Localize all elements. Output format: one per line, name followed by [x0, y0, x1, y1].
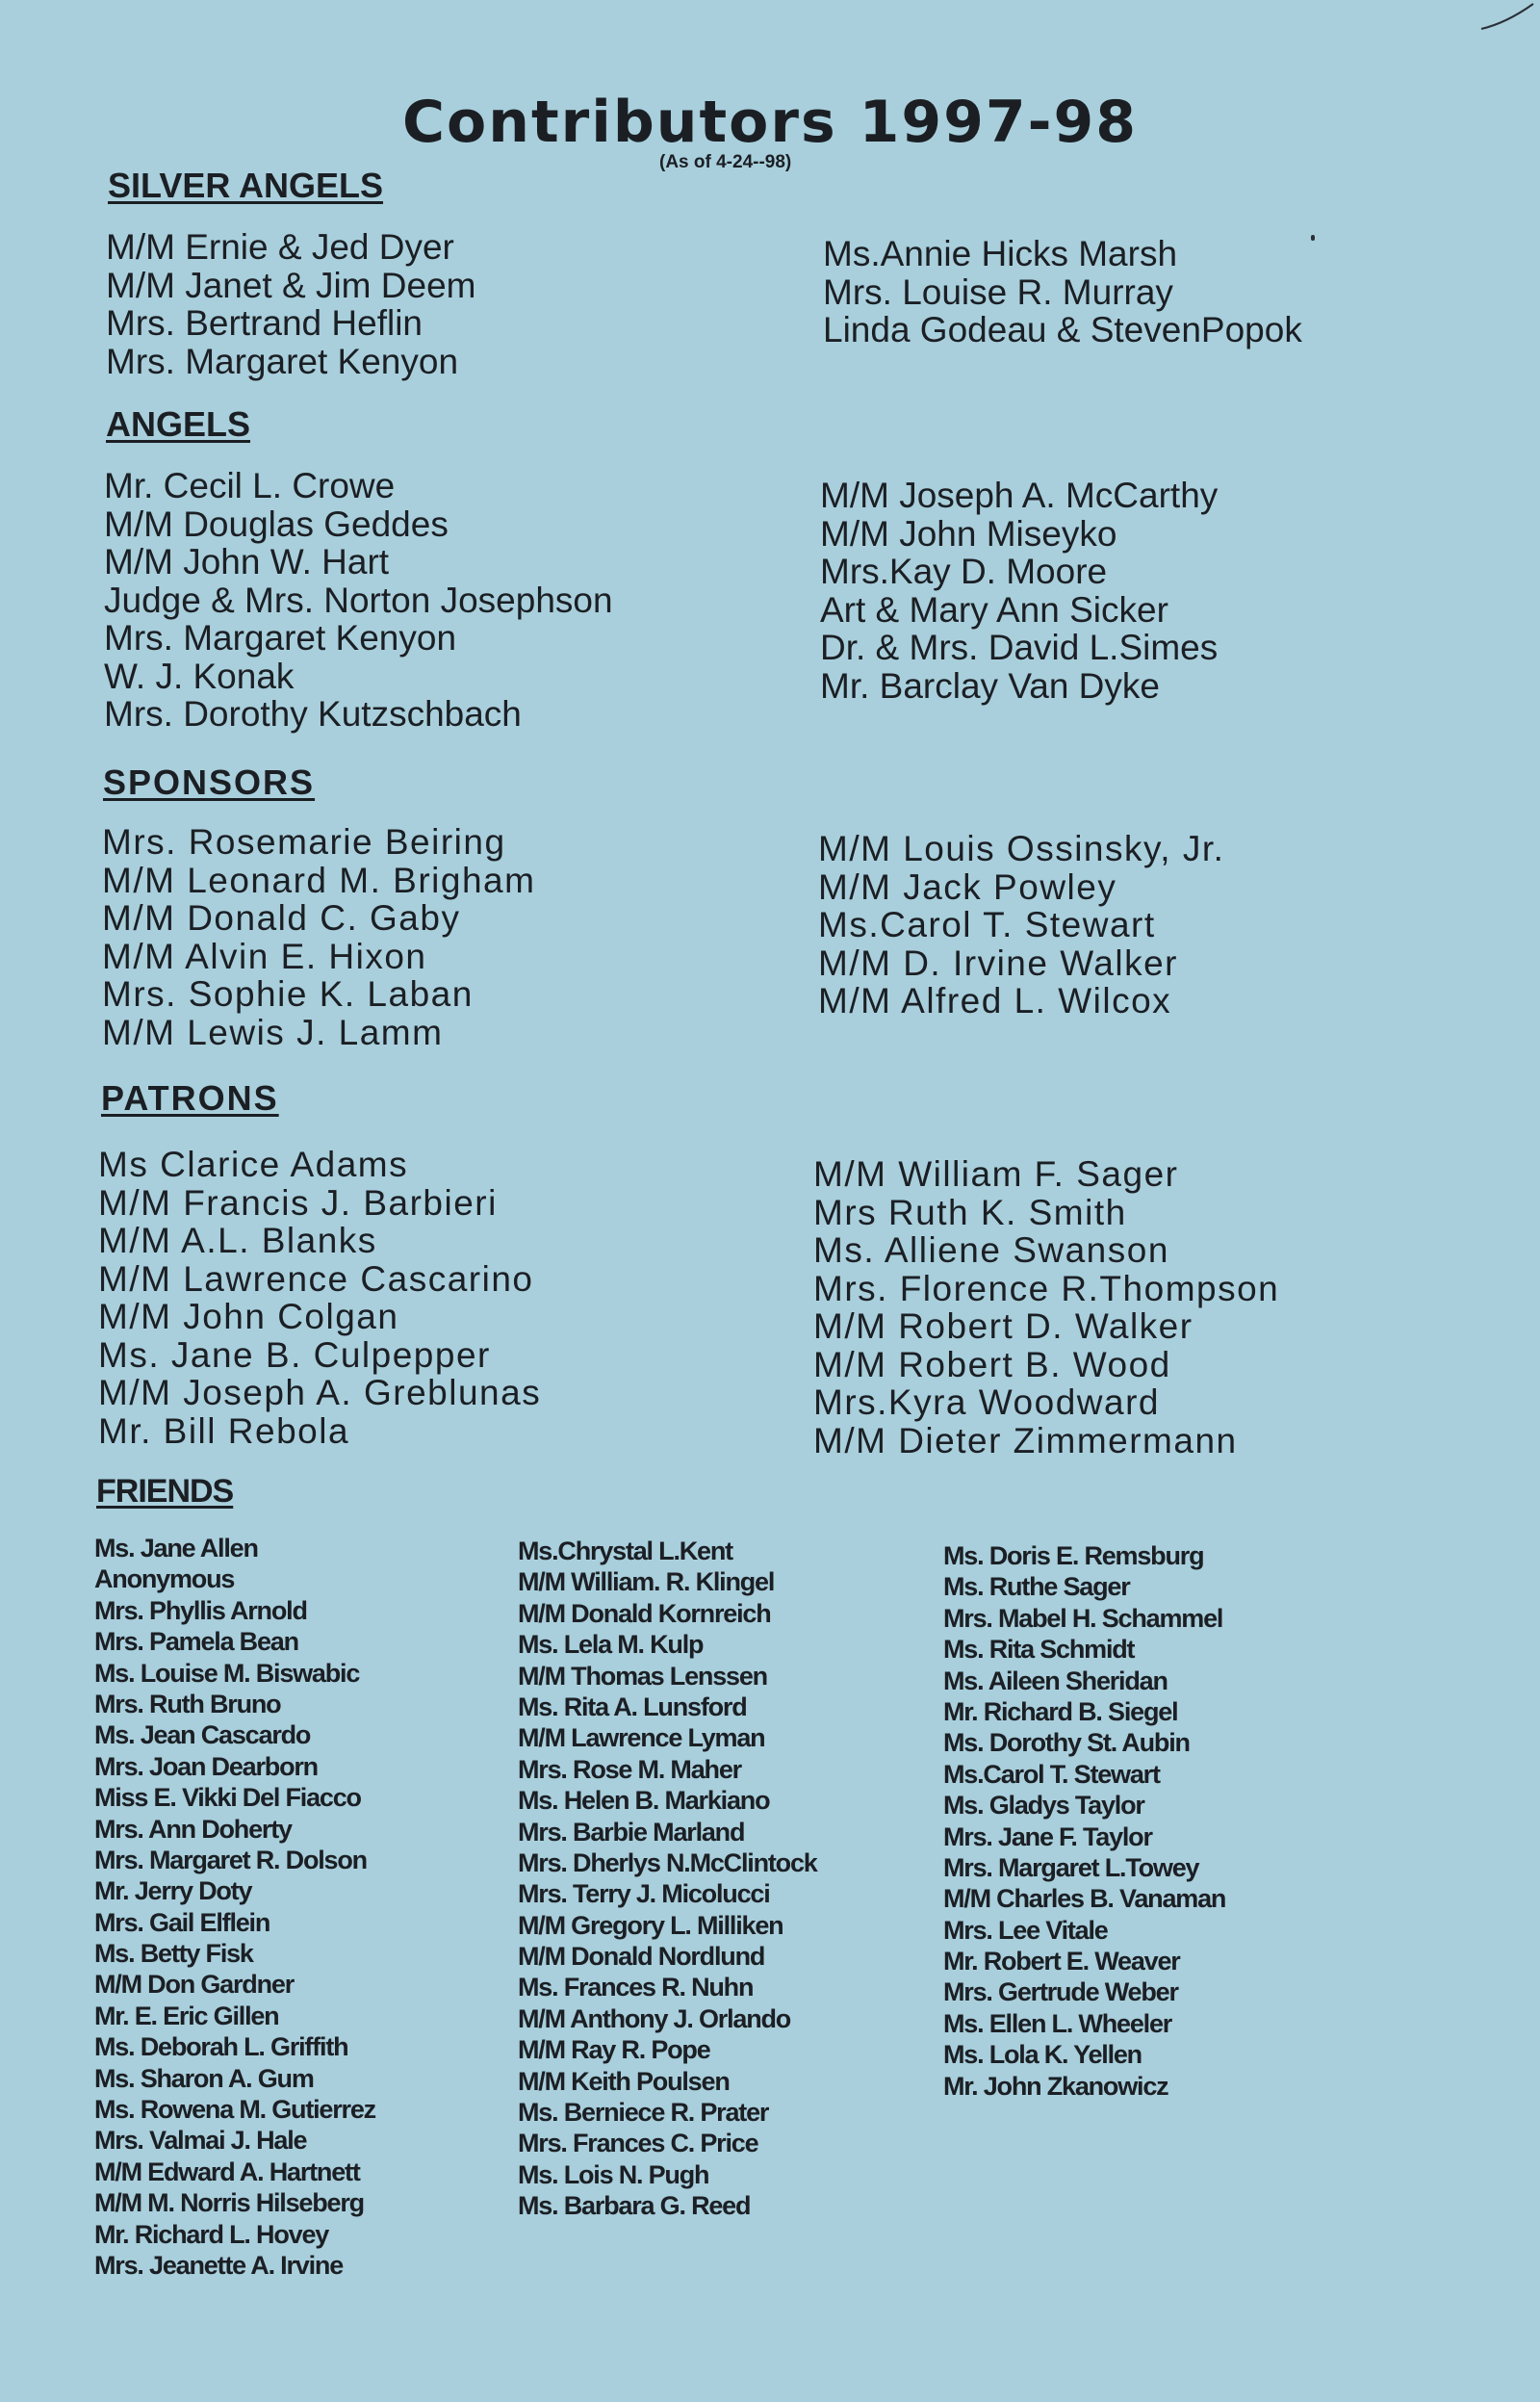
contributor-name: M/M Jack Powley — [818, 866, 1117, 907]
contributor-name: M/M Douglas Geddes — [104, 504, 449, 544]
sponsors-left-list — [102, 823, 535, 1051]
contributor-name: M/M D. Irvine Walker — [818, 943, 1178, 983]
contributor-name: Mrs. Florence R.Thompson — [813, 1268, 1280, 1308]
friends-column-2 — [518, 1536, 817, 2222]
contributor-name: Mr. Richard B. Siegel — [943, 1696, 1178, 1726]
contributor-name: M/M William F. Sager — [813, 1154, 1179, 1194]
contributor-name: Mr. E. Eric Gillen — [94, 2001, 279, 2030]
contributor-name: Mrs. Dherlys N.McClintock — [518, 1847, 817, 1877]
speck-mark — [1311, 235, 1315, 241]
contributor-name: Mrs. Dorothy Kutzschbach — [104, 694, 522, 734]
contributor-name: Ms. Frances R. Nuhn — [518, 1973, 754, 2002]
contributor-name: M/M Lawrence Lyman — [518, 1723, 765, 1753]
contributor-name: Ms. Betty Fisk — [94, 1939, 253, 1969]
contributor-name: Ms. Jane Allen — [94, 1534, 258, 1563]
contributor-name: Mrs. Lee Vitale — [943, 1915, 1108, 1945]
contributor-name: Mrs. Jane F. Taylor — [943, 1821, 1152, 1851]
contributor-name: M/M Lawrence Cascarino — [98, 1258, 534, 1299]
page-subtitle: (As of 4-24--98) — [659, 152, 792, 172]
contributor-name: Ms Clarice Adams — [98, 1145, 409, 1184]
contributor-name: Mr. Richard L. Hovey — [94, 2219, 329, 2249]
contributor-name: M/M William. R. Klingel — [518, 1567, 775, 1597]
contributor-name: Mrs. Margaret Kenyon — [106, 341, 459, 381]
silver-angels-left-list — [106, 228, 475, 380]
contributor-name: Mr. Barclay Van Dyke — [820, 665, 1160, 706]
contributor-name: M/M Joseph A. Greblunas — [98, 1373, 542, 1412]
contributor-name: M/M M. Norris Hilseberg — [94, 2188, 364, 2218]
contributor-name: Ms.Carol T. Stewart — [818, 905, 1156, 944]
contributor-name: Ms. Rita A. Lunsford — [518, 1692, 747, 1721]
contributor-name: M/M Robert D. Walker — [813, 1306, 1194, 1346]
contributor-name: Mrs. Louise R. Murray — [823, 271, 1173, 312]
contributor-name: Ms. Louise M. Biswabic — [94, 1658, 360, 1688]
contributor-name: Miss E. Vikki Del Fiacco — [94, 1783, 361, 1813]
contributor-name: Mr. Bill Rebola — [98, 1410, 350, 1451]
contributor-name: M/M Keith Poulsen — [518, 2066, 730, 2096]
contributor-name: Mrs. Rosemarie Beiring — [102, 822, 506, 862]
contributor-name: Mrs. Jeanette A. Irvine — [94, 2250, 344, 2280]
contributor-name: Linda Godeau & StevenPopok — [823, 310, 1302, 349]
contributor-name: M/M Don Gardner — [94, 1970, 295, 2000]
contributor-name: Ms. Barbara G. Reed — [518, 2191, 751, 2221]
contributor-name: Mrs.Kyra Woodward — [813, 1382, 1160, 1422]
contributor-name: Mrs. Terry J. Micolucci — [518, 1879, 770, 1909]
contributor-name: M/M A.L. Blanks — [98, 1221, 377, 1260]
contributor-name: M/M Donald C. Gaby — [102, 898, 461, 938]
contributor-name: Mrs. Mabel H. Schammel — [943, 1603, 1223, 1633]
contributor-name: M/M Ernie & Jed Dyer — [106, 227, 454, 267]
contributor-name: Mrs. Frances C. Price — [518, 2129, 758, 2158]
contributor-name: Ms. Lola K. Yellen — [943, 2040, 1142, 2070]
contributor-name: M/M Joseph A. McCarthy — [820, 476, 1219, 515]
contributor-name: Ms.Annie Hicks Marsh — [823, 234, 1178, 273]
section-heading-patrons: PATRONS — [101, 1078, 279, 1118]
contributor-name: Ms. Lois N. Pugh — [518, 2159, 709, 2189]
contributor-name: Mrs. Margaret Kenyon — [104, 618, 457, 658]
sponsors-right-list — [818, 830, 1224, 1020]
contributor-name: Ms.Chrystal L.Kent — [518, 1537, 732, 1565]
contributor-name: Mrs. Pamela Bean — [94, 1627, 298, 1657]
contributor-name: Ms. Berniece R. Prater — [518, 2098, 769, 2128]
contributor-name: M/M Dieter Zimmermann — [813, 1420, 1238, 1460]
contributor-name: Mrs. Rose M. Maher — [518, 1754, 741, 1784]
page-title: Contributors 1997-98 — [402, 89, 1138, 156]
contributor-name: Mrs. Barbie Marland — [518, 1817, 745, 1847]
contributor-name: M/M Lewis J. Lamm — [102, 1012, 444, 1052]
contributor-name: M/M Gregory L. Milliken — [518, 1910, 783, 1940]
contributor-name: Ms. Sharon A. Gum — [94, 2063, 314, 2093]
contributor-name: Mrs. Gertrude Weber — [943, 1977, 1178, 2007]
contributor-name: Ms. Dorothy St. Aubin — [943, 1728, 1190, 1758]
contributor-name: Mr. Jerry Doty — [94, 1876, 252, 1906]
contributor-name: Mrs. Phyllis Arnold — [94, 1595, 307, 1625]
contributor-name: Mrs.Kay D. Moore — [820, 552, 1108, 591]
contributor-name: Mr. John Zkanowicz — [943, 2071, 1168, 2101]
contributor-name: Mrs. Ruth Bruno — [94, 1689, 281, 1718]
contributor-name: M/M John W. Hart — [104, 542, 390, 581]
contributor-name: M/M Charles B. Vanaman — [943, 1884, 1226, 1914]
contributor-name: Ms. Jean Cascardo — [94, 1720, 311, 1750]
contributor-name: M/M John Miseyko — [820, 513, 1117, 554]
contributor-name: Ms. Rita Schmidt — [943, 1635, 1135, 1665]
contributor-name: Ms.Carol T. Stewart — [943, 1759, 1160, 1789]
contributor-name: M/M Alfred L. Wilcox — [818, 981, 1172, 1020]
section-heading-angels: ANGELS — [106, 404, 251, 444]
contributor-name: Ms. Jane B. Culpepper — [98, 1334, 491, 1375]
contributor-name: W. J. Konak — [104, 656, 295, 696]
contributor-name: Ms. Ellen L. Wheeler — [943, 2008, 1172, 2038]
contributor-name: M/M John Colgan — [98, 1297, 399, 1336]
section-heading-sponsors: SPONSORS — [103, 762, 316, 802]
contributor-name: Mrs. Sophie K. Laban — [102, 974, 474, 1014]
contributor-name: M/M Donald Nordlund — [518, 1942, 765, 1972]
contributor-name: M/M Anthony J. Orlando — [518, 2003, 791, 2033]
contributor-name: Art & Mary Ann Sicker — [820, 589, 1168, 630]
contributor-name: Mrs. Margaret R. Dolson — [94, 1845, 367, 1874]
contributor-name: Mrs. Valmai J. Hale — [94, 2126, 307, 2156]
contributor-name: M/M Thomas Lenssen — [518, 1661, 767, 1691]
contributor-name: Mrs. Joan Dearborn — [94, 1751, 318, 1781]
contributor-name: Ms. Aileen Sheridan — [943, 1666, 1168, 1695]
contributor-name: Ms. Ruthe Sager — [943, 1572, 1130, 1602]
friends-column-3 — [943, 1540, 1225, 2102]
contributor-name: M/M Louis Ossinsky, Jr. — [818, 829, 1225, 868]
contributor-name: Mrs. Ann Doherty — [94, 1814, 292, 1844]
contributor-name: Ms. Deborah L. Griffith — [94, 2032, 348, 2062]
silver-angels-right-list — [823, 235, 1302, 349]
contributor-name: Mr. Cecil L. Crowe — [104, 466, 396, 505]
contributor-name: M/M Alvin E. Hixon — [102, 936, 427, 976]
patrons-right-list — [813, 1155, 1279, 1459]
contributor-name: Mrs. Bertrand Heflin — [106, 303, 423, 343]
contributor-name: Dr. & Mrs. David L.Simes — [820, 628, 1219, 667]
contributor-name: M/M Edward A. Hartnett — [94, 2157, 360, 2186]
section-heading-friends: FRIENDS — [96, 1473, 234, 1510]
angels-right-list — [820, 477, 1218, 705]
contributor-name: Ms. Lela M. Kulp — [518, 1630, 704, 1660]
contributor-name: Mrs. Margaret L.Towey — [943, 1852, 1199, 1882]
contributor-name: Mrs. Gail Elflein — [94, 1907, 270, 1937]
section-heading-silver-angels: SILVER ANGELS — [108, 166, 384, 205]
contributor-name: Ms. Rowena M. Gutierrez — [94, 2095, 375, 2125]
contributor-name: Ms. Doris E. Remsburg — [943, 1541, 1204, 1570]
contributor-name: M/M Janet & Jim Deem — [106, 265, 476, 305]
angels-left-list — [104, 467, 613, 734]
patrons-left-list — [98, 1146, 541, 1450]
contributor-name: Ms. Gladys Taylor — [943, 1791, 1144, 1821]
contributor-name: Ms. Helen B. Markiano — [518, 1786, 770, 1816]
friends-column-1 — [94, 1533, 375, 2281]
contributor-name: M/M Robert B. Wood — [813, 1344, 1171, 1384]
contributor-name: Mr. Robert E. Weaver — [943, 1947, 1180, 1976]
contributor-name: Ms. Alliene Swanson — [813, 1230, 1169, 1270]
contributor-name: M/M Ray R. Pope — [518, 2035, 710, 2065]
corner-pen-mark — [1477, 0, 1540, 39]
contributor-name: M/M Donald Kornreich — [518, 1598, 771, 1628]
contributor-name: M/M Leonard M. Brigham — [102, 860, 536, 900]
contributor-name: Judge & Mrs. Norton Josephson — [104, 580, 613, 620]
contributor-name: Anonymous — [94, 1564, 235, 1594]
contributor-name: M/M Francis J. Barbieri — [98, 1182, 498, 1223]
contributor-name: Mrs Ruth K. Smith — [813, 1192, 1127, 1232]
